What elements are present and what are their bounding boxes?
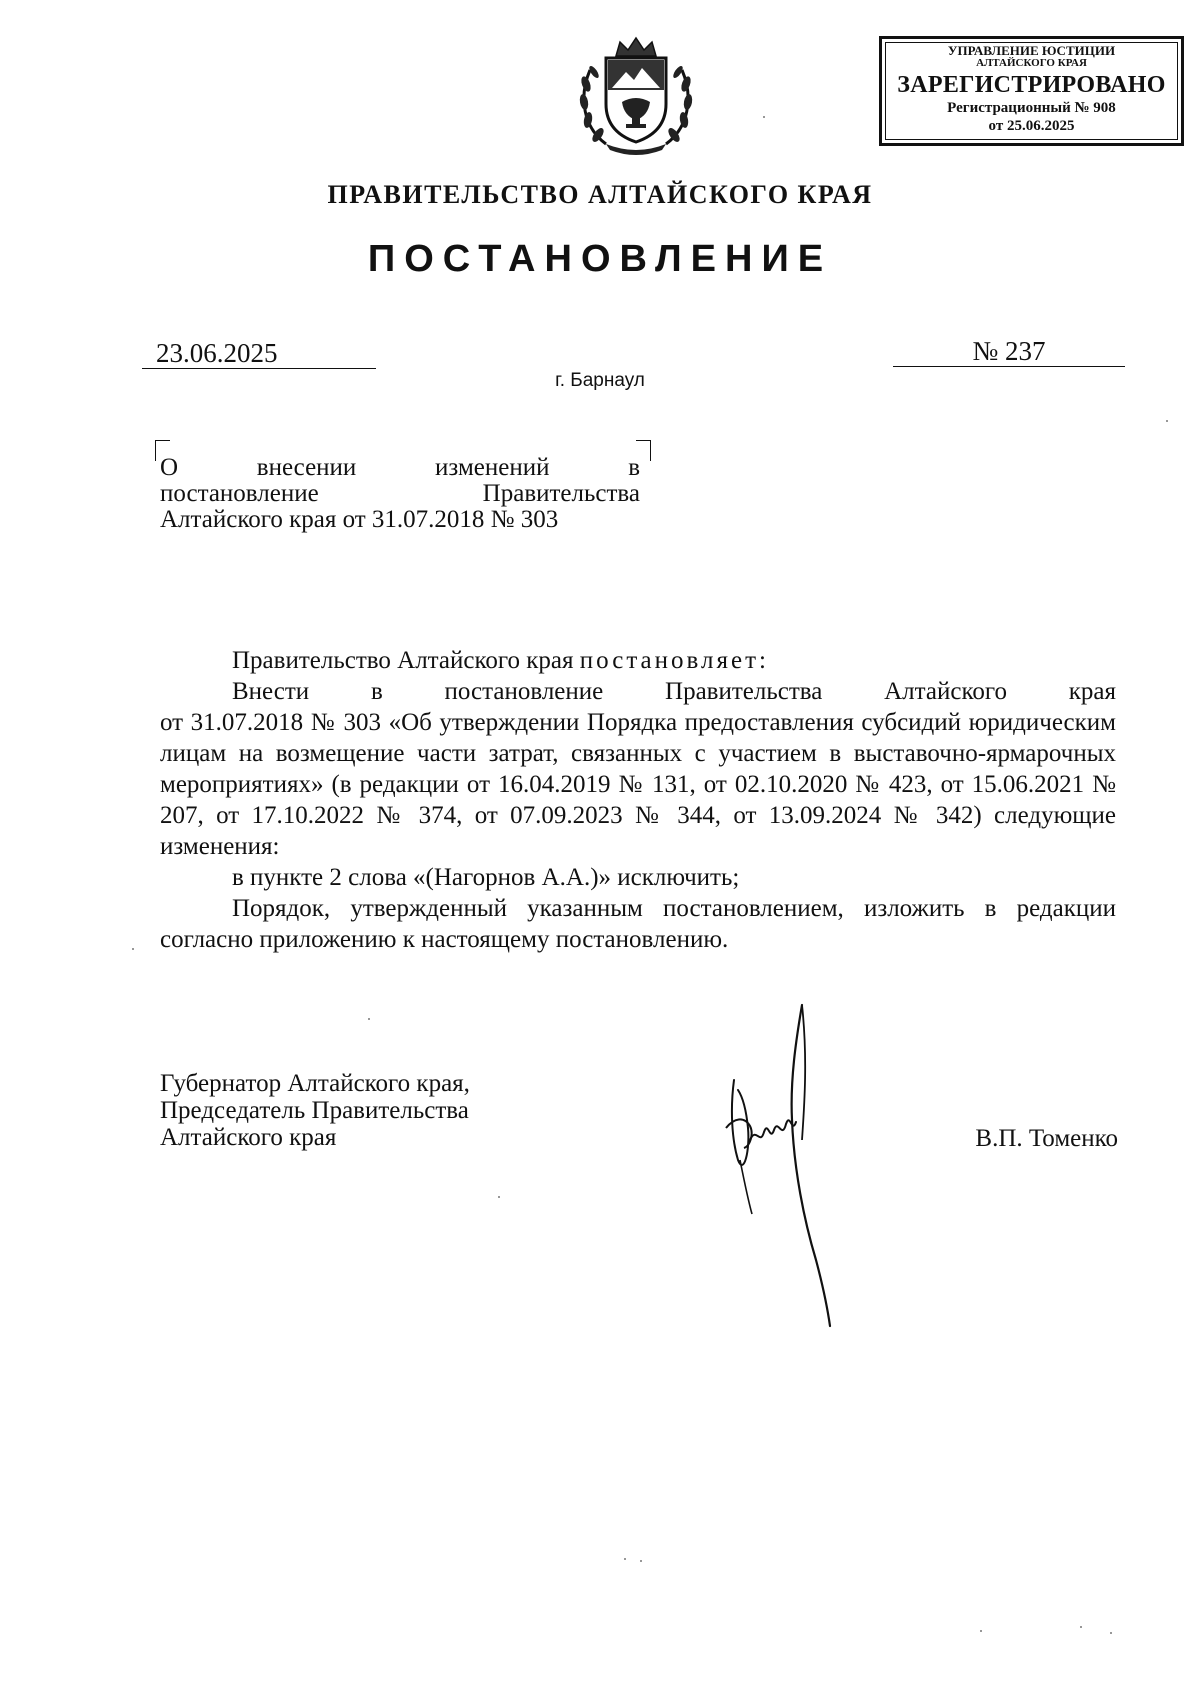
stamp-reg-date: от 25.06.2025 xyxy=(988,118,1075,134)
document-type-title: ПОСТАНОВЛЕНИЕ xyxy=(367,238,833,280)
body-intro xyxy=(160,645,1116,676)
scan-speck xyxy=(624,1558,626,1560)
intro-decree-word: постановляет xyxy=(579,647,759,674)
stamp-authority-line1: УПРАВЛЕНИЕ ЮСТИЦИИ xyxy=(947,43,1116,58)
subject-line-3: Алтайского края от 31.07.2018 № 303 xyxy=(160,506,559,533)
body-para1-first-line: Внести в постановление Правительства Алтайского края xyxy=(232,678,1116,705)
intro-start: Правительство Алтайского края xyxy=(232,647,580,674)
scan-speck xyxy=(132,948,134,950)
signatory-title xyxy=(160,1070,580,1151)
scan-speck xyxy=(1166,420,1168,422)
document-subject xyxy=(160,455,640,533)
coat-of-arms-emblem xyxy=(576,32,696,158)
scan-speck xyxy=(498,1196,500,1198)
document-number: № 237 xyxy=(893,336,1125,367)
scan-speck xyxy=(368,1018,370,1020)
scan-speck xyxy=(980,1630,982,1632)
scan-speck xyxy=(640,1560,642,1562)
signatory-title-line2: Председатель Правительства xyxy=(160,1097,469,1124)
body-para2: в пункте 2 слова «(Нагорнов А.А.)» исключить; xyxy=(232,864,740,891)
stamp-status: ЗАРЕГИСТРИРОВАНО xyxy=(897,72,1166,98)
body-para3: Порядок, утвержденный указанным постановлением, изложить в редакции согласно приложению к настоящему постановлению. xyxy=(160,895,1116,953)
subject-line-1: О внесении изменений в xyxy=(160,454,640,481)
document-body xyxy=(160,645,1116,955)
intro-end: : xyxy=(759,647,766,674)
stamp-reg-number: Регистрационный № 908 xyxy=(947,100,1116,116)
document-date: 23.06.2025 xyxy=(142,338,376,369)
handwritten-signature xyxy=(720,1000,860,1330)
registration-stamp xyxy=(879,36,1184,146)
scan-speck xyxy=(1080,1626,1082,1628)
signatory-title-line3: Алтайского края xyxy=(160,1124,337,1151)
government-title: ПРАВИТЕЛЬСТВО АЛТАЙСКОГО КРАЯ xyxy=(327,180,873,209)
document-city: г. Барнаул xyxy=(555,370,645,391)
stamp-authority-line2: АЛТАЙСКОГО КРАЯ xyxy=(976,57,1087,69)
scan-speck xyxy=(763,116,765,118)
scan-speck xyxy=(1110,1632,1112,1634)
signatory-name: В.П. Томенко xyxy=(975,1125,1118,1152)
subject-line-2: постановление Правительства xyxy=(160,480,640,507)
stamp-inner-border xyxy=(885,42,1178,140)
body-para1-rest: от 31.07.2018 № 303 «Об утверждении Порядка предоставления субсидий юридическим лицам на возмещение части затрат, связанных с участием в выставочно-ярмарочных мероприятиях» (в редакции от 16.04.2019 № 131, от 02.10.2020 № 423, от 15.06.2021 № 207, от 17.10.2022 № 374, от 07.09.2023 № 344, от 13.09.2024 № 342) следующие изменения: xyxy=(160,709,1116,860)
signatory-title-line1: Губернатор Алтайского края, xyxy=(160,1070,470,1097)
